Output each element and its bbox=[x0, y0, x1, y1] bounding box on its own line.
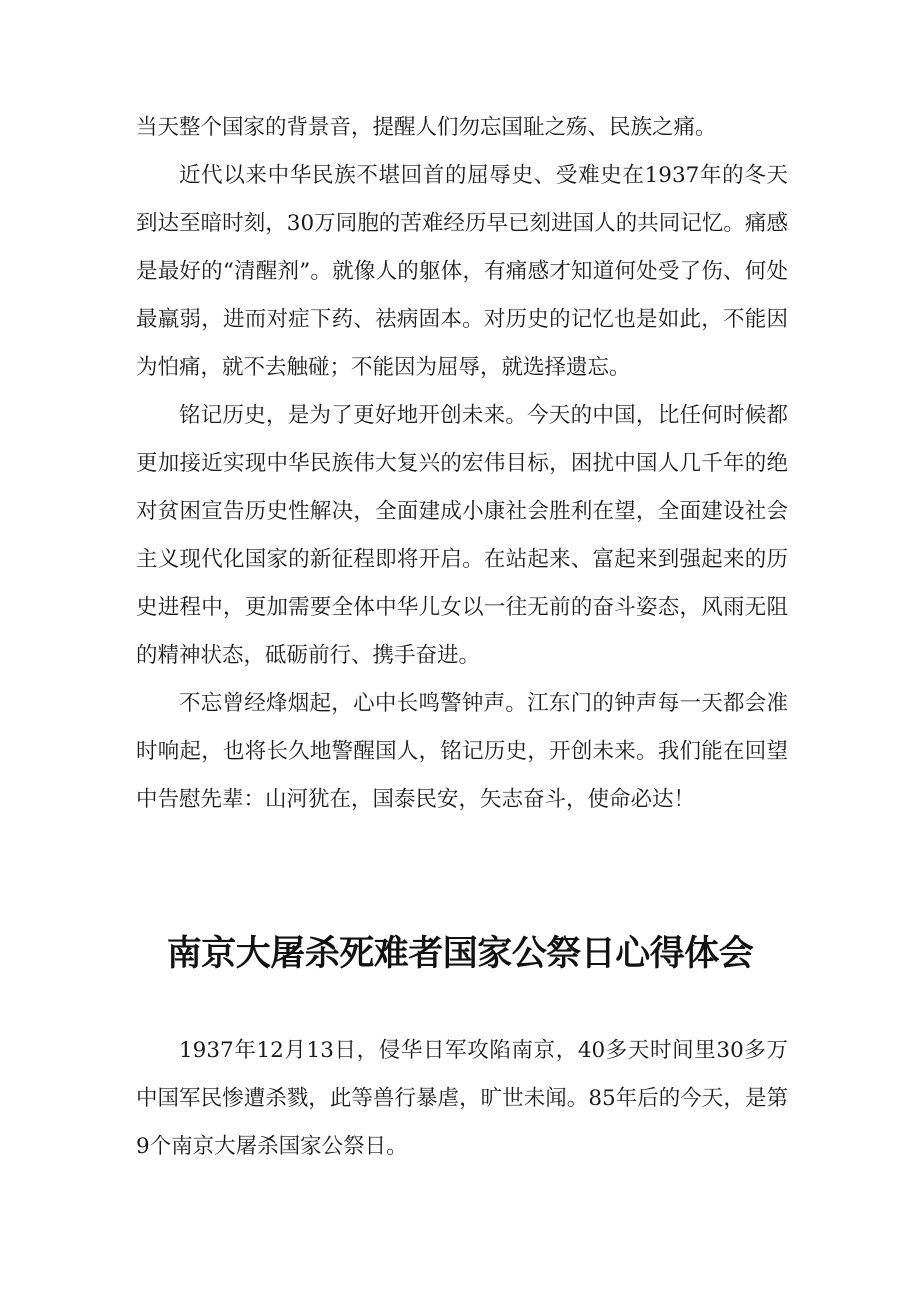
paragraph: 近代以来中华民族不堪回首的屈辱史、受难史在1937年的冬天到达至暗时刻，30万同胞的苦难经历早已刻进国人的共同记忆。痛感是最好的“清醒剂”。就像人的躯体，有痛感才知道何处受了伤、何处最羸弱，进而对症下药、祛病固本。对历史的记忆也是如此，不能因为怕痛，就不去触碰；不能因为屈辱，就选择遗忘。 bbox=[136, 163, 788, 380]
paragraph: 当天整个国家的背景音，提醒人们勿忘国耻之殇、民族之痛。 bbox=[136, 115, 717, 140]
article-body bbox=[136, 1027, 788, 1171]
paragraph: 铭记历史，是为了更好地开创未来。今天的中国，比任何时候都更加接近实现中华民族伟大复兴的宏伟目标，困扰中国人几千年的绝对贫困宣告历史性解决，全面建成小康社会胜利在望，全面建设社会主义现代化国家的新征程即将开启。在站起来、富起来到强起来的历史进程中，更加需要全体中华儿女以一往无前的奋斗姿态，风雨无阻的精神状态，砥砺前行、携手奋进。 bbox=[136, 403, 788, 668]
paragraph: 不忘曾经烽烟起，心中长鸣警钟声。江东门的钟声每一天都会准时响起，也将长久地警醒国人，铭记历史，开创未来。我们能在回望中告慰先辈：山河犹在，国泰民安，矢志奋斗，使命必达！ bbox=[136, 691, 788, 812]
article-title: 南京大屠杀死难者国家公祭日心得体会 bbox=[166, 934, 754, 974]
previous-article-body bbox=[136, 104, 788, 824]
paragraph: 1937年12月13日，侵华日军攻陷南京，40多天时间里30多万中国军民惨遭杀戮，此等兽行暴虐，旷世未闻。85年后的今天，是第9个南京大屠杀国家公祭日。 bbox=[136, 1038, 788, 1159]
